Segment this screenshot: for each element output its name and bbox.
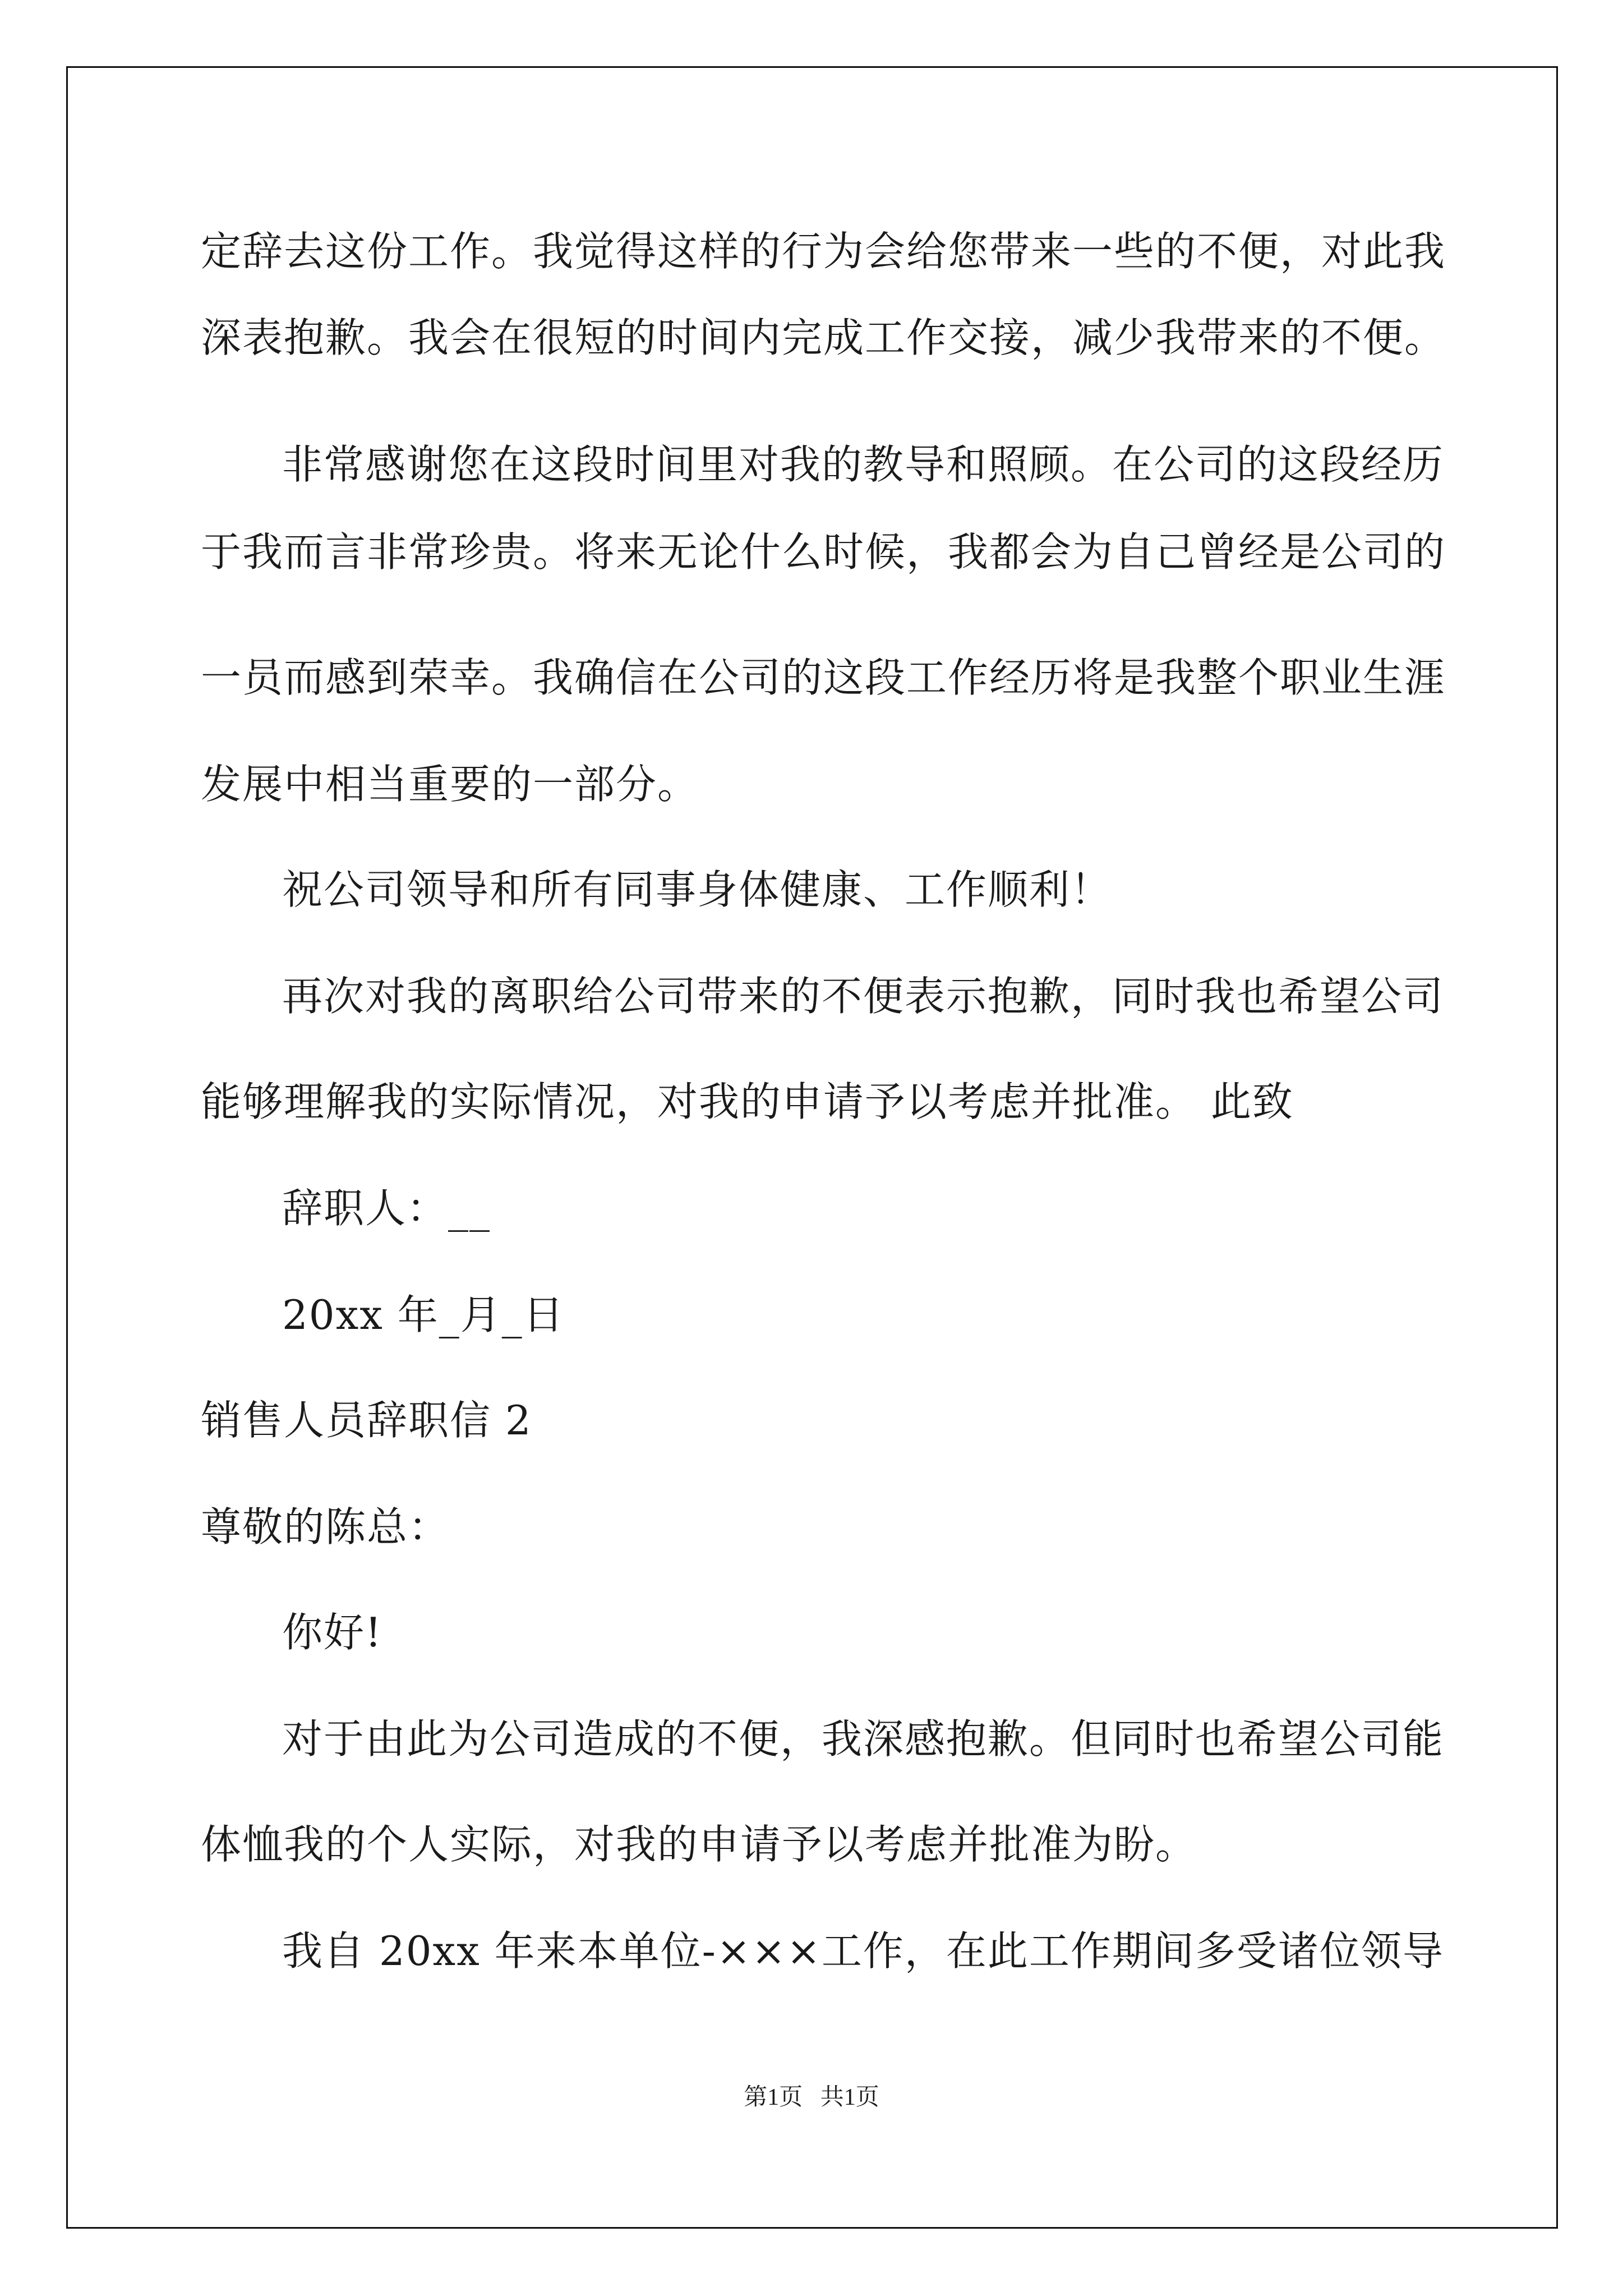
paragraph-line: 非常感谢您在这段时间里对我的教导和照顾。在公司的这段经历	[282, 441, 1445, 488]
body-line: 深表抱歉。我会在很短的时间内完成工作交接，减少我带来的不便。	[201, 314, 1446, 361]
body-line: 一员而感到荣幸。我确信在公司的这段工作经历将是我整个职业生涯	[201, 654, 1446, 701]
paragraph-line: 我自 20xx 年来本单位-×××工作，在此工作期间多受诸位领导	[282, 1927, 1444, 1975]
greeting: 你好!	[282, 1609, 382, 1656]
body-line: 发展中相当重要的一部分。	[201, 761, 699, 808]
body-line: 定辞去这份工作。我觉得这样的行为会给您带来一些的不便，对此我	[201, 228, 1446, 275]
body-line: 能够理解我的实际情况，对我的申请予以考虑并批准。 此致	[201, 1078, 1294, 1125]
paragraph-line: 祝公司领导和所有同事身体健康、工作顺利！	[282, 866, 1113, 913]
page-border	[66, 66, 1558, 2229]
body-line: 于我而言非常珍贵。将来无论什么时候，我都会为自己曾经是公司的	[201, 528, 1446, 576]
paragraph-line: 对于由此为公司造成的不便，我深感抱歉。但同时也希望公司能	[282, 1715, 1445, 1763]
date-line: 20xx 年_月_日	[282, 1291, 565, 1338]
signer-line: 辞职人：__	[282, 1185, 491, 1232]
section-heading: 销售人员辞职信 2	[201, 1397, 532, 1444]
body-line: 体恤我的个人实际，对我的申请予以考虑并批准为盼。	[201, 1821, 1197, 1868]
paragraph-line: 再次对我的离职给公司带来的不便表示抱歉，同时我也希望公司	[282, 973, 1445, 1020]
page-number-footer: 第1页 共1页	[744, 2085, 879, 2110]
salutation: 尊敬的陈总：	[201, 1503, 450, 1550]
